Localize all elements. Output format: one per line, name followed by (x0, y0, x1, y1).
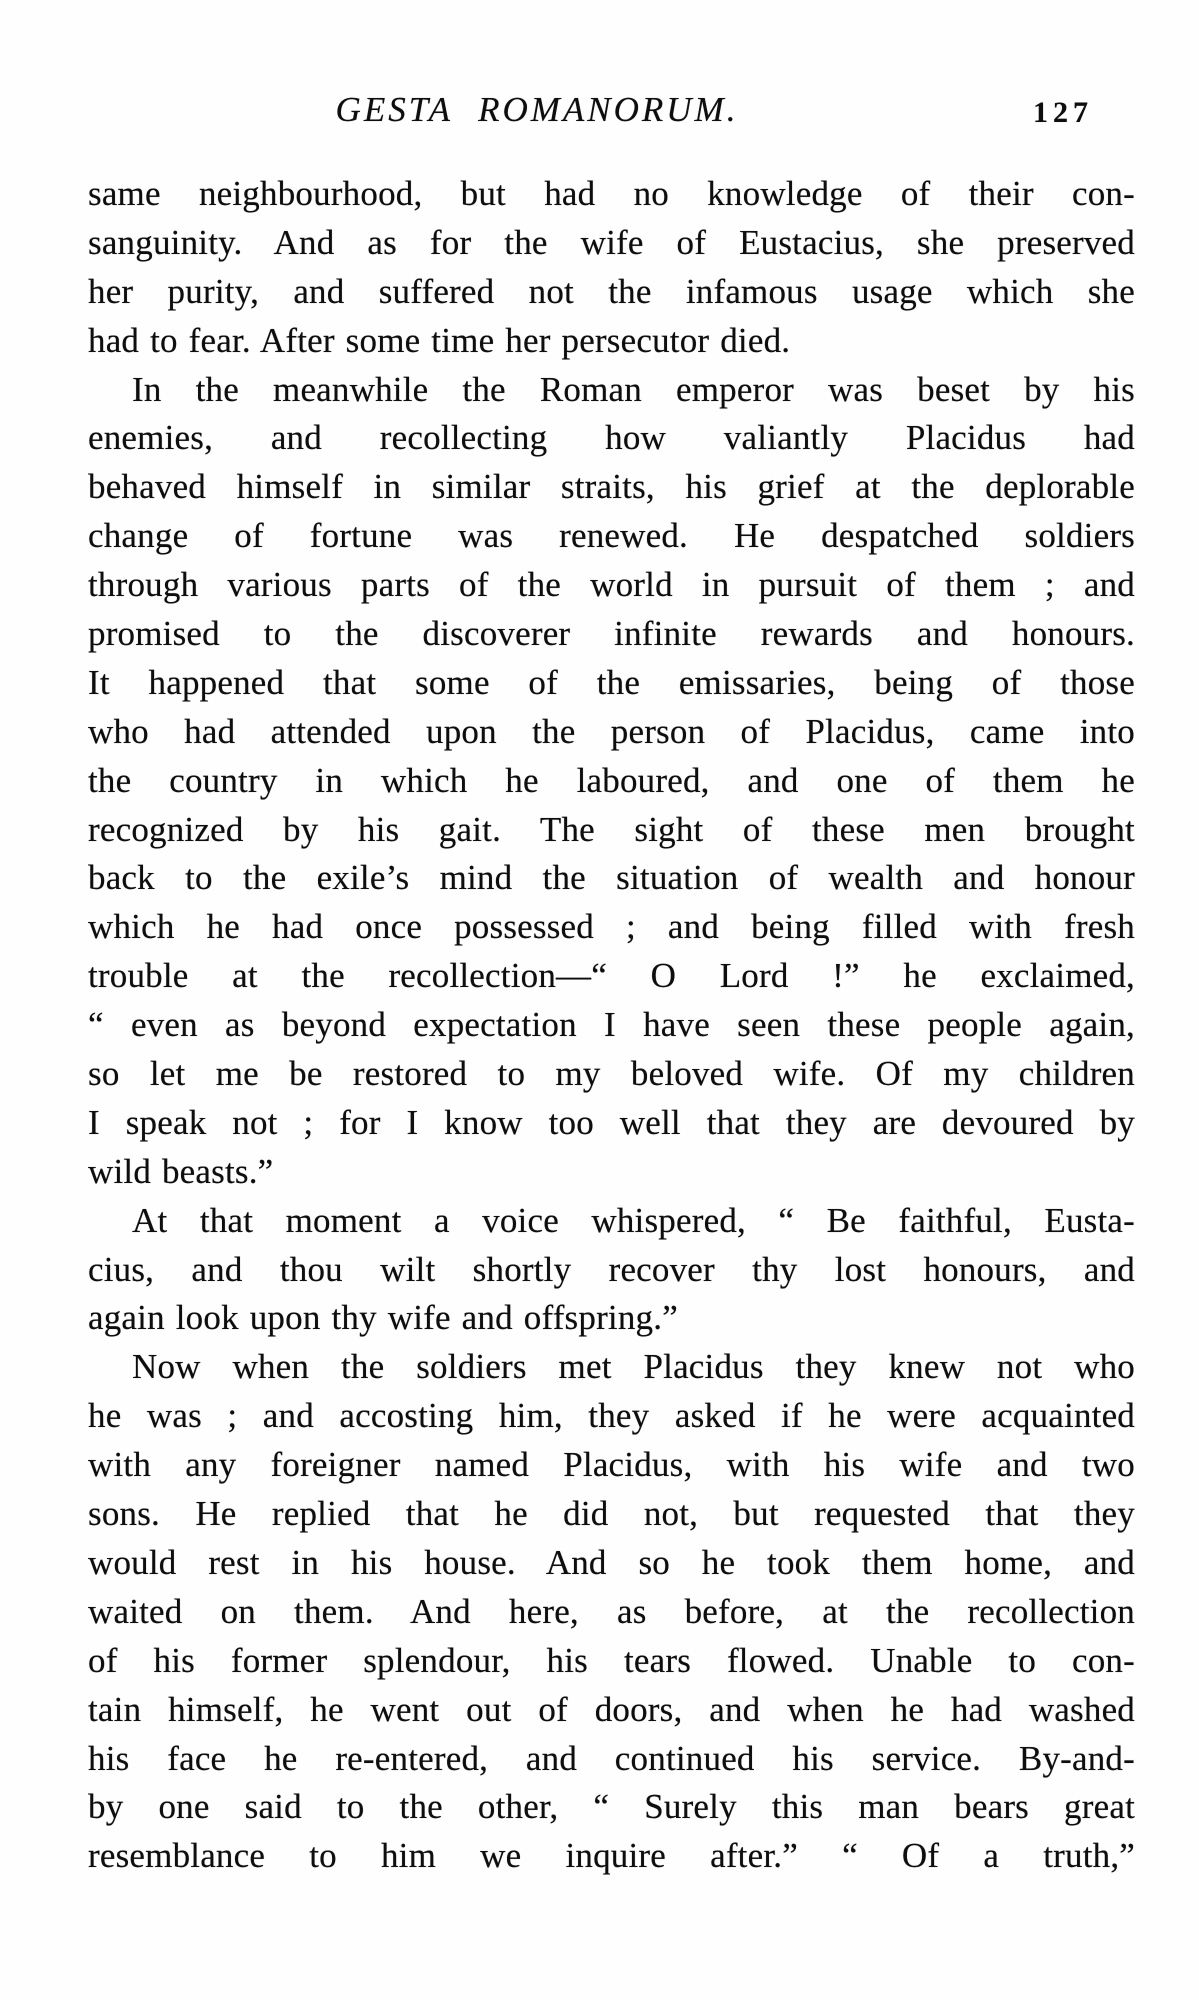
text-line: recognized by his gait. The sight of these men brought (88, 809, 1135, 849)
text-line: by one said to the other, “ Surely this man bears great (88, 1787, 1135, 1827)
text-line: It happened that some of the emissaries, being of those (88, 662, 1135, 702)
text-line: would rest in his house. And so he took them home, and (88, 1542, 1135, 1582)
page-body (88, 170, 1135, 1881)
text-line: his face he re-entered, and continued his service. By-and- (88, 1738, 1135, 1778)
paragraph (88, 366, 1135, 1197)
text-line: tain himself, he went out of doors, and when he had washed (88, 1689, 1135, 1729)
text-line: cius, and thou wilt shortly recover thy lost honours, and (88, 1249, 1135, 1289)
text-line: Now when the soldiers met Placidus they knew not who (132, 1347, 1135, 1387)
text-line: trouble at the recollection—“ O Lord !” he exclaimed, (88, 956, 1135, 996)
text-line: sanguinity. And as for the wife of Eustacius, she preserved (88, 222, 1135, 262)
text-line: her purity, and suffered not the infamous usage which she (88, 271, 1135, 311)
text-line: resemblance to him we inquire after.” “ Of a truth,” (88, 1836, 1135, 1876)
text-line: “ even as beyond expectation I have seen these people again, (88, 1005, 1135, 1045)
text-line: I speak not ; for I know too well that they are devoured by (88, 1102, 1135, 1142)
text-line: same neighbourhood, but had no knowledge of their con- (88, 174, 1135, 213)
text-line: change of fortune was renewed. He despatched soldiers (88, 516, 1135, 556)
text-line: with any foreigner named Placidus, with his wife and two (88, 1445, 1135, 1485)
text-line: through various parts of the world in pursuit of them ; and (88, 565, 1135, 605)
text-line: he was ; and accosting him, they asked if he were acquainted (88, 1396, 1135, 1436)
text-line: wild beasts.” (88, 1151, 274, 1191)
paragraph (88, 1343, 1135, 1881)
text-line: behaved himself in similar straits, his grief at the deplorable (88, 467, 1135, 507)
text-line: promised to the discoverer infinite rewards and honours. (88, 614, 1135, 654)
text-line: At that moment a voice whispered, “ Be faithful, Eusta- (132, 1200, 1135, 1240)
paragraph (88, 170, 1135, 366)
paragraph (88, 1197, 1135, 1344)
text-line: sons. He replied that he did not, but requested that they (88, 1494, 1135, 1534)
text-line: the country in which he laboured, and one of them he (88, 760, 1135, 800)
running-title: GESTA ROMANORUM. (335, 90, 739, 129)
text-line: back to the exile’s mind the situation of wealth and honour (88, 858, 1135, 898)
text-line: again look upon thy wife and offspring.” (88, 1298, 678, 1338)
text-line: enemies, and recollecting how valiantly Placidus had (88, 418, 1135, 458)
text-line: so let me be restored to my beloved wife. Of my children (88, 1054, 1135, 1094)
text-line: who had attended upon the person of Placidus, came into (88, 711, 1135, 751)
text-line: which he had once possessed ; and being filled with fresh (88, 907, 1135, 947)
text-line: had to fear. After some time her persecutor died. (88, 320, 791, 360)
text-line: of his former splendour, his tears flowed. Unable to con- (88, 1640, 1135, 1680)
text-line: waited on them. And here, as before, at the recollection (88, 1591, 1135, 1631)
text-line: In the meanwhile the Roman emperor was beset by his (132, 369, 1135, 409)
page-number: 127 (1033, 96, 1093, 129)
